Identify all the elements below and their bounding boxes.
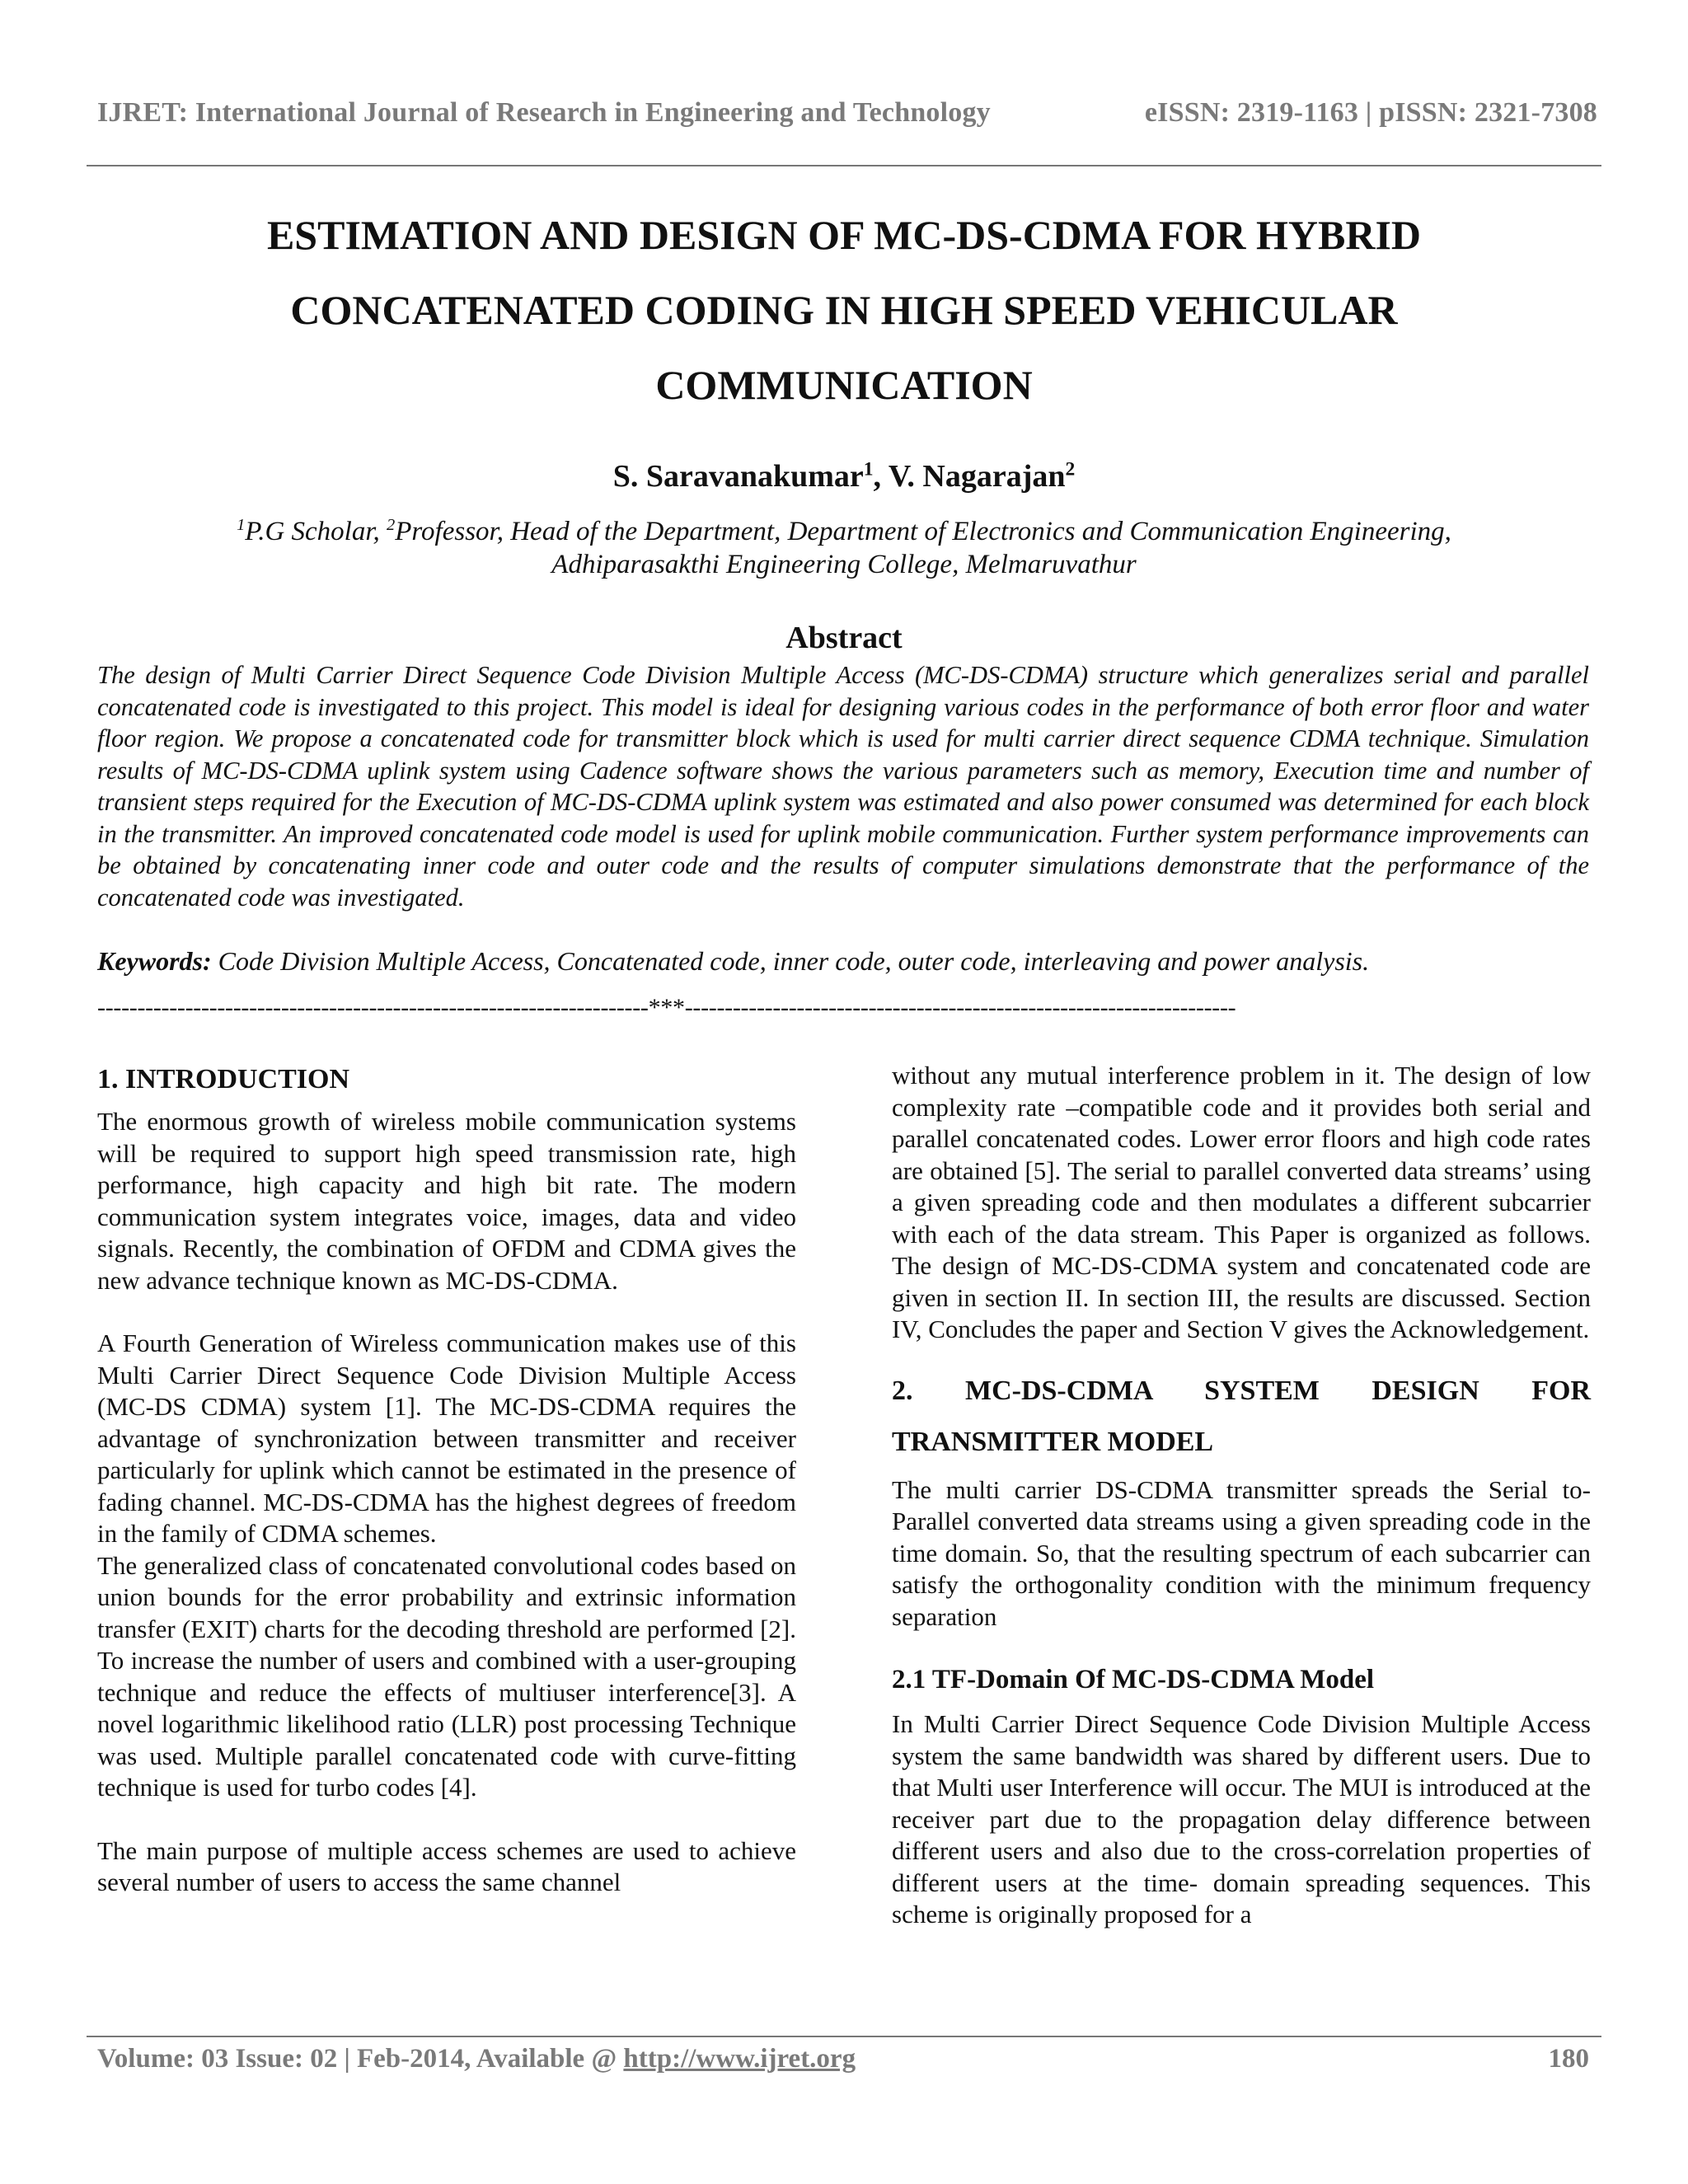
right-column — [892, 1060, 1591, 1931]
paper-title: ESTIMATION AND DESIGN OF MC-DS-CDMA FOR HYBRID CONCATENATED CODING IN HIGH SPEED VEHICULAR COMMUNICATION — [266, 212, 1422, 408]
left-column — [97, 1062, 796, 1899]
affiliation-roles — [132, 515, 1556, 548]
affil-mark-1: 1 — [237, 516, 246, 534]
footer-rule — [87, 2036, 1601, 2037]
affil-role-2: Professor, Head of the Department, Department of Electronics and Communication Engineering, — [395, 517, 1451, 546]
author-1: S. Saravanakumar — [612, 459, 864, 494]
section-separator: ---------------------------------------------------------------------***--------------------------------------------------------------------- — [97, 994, 1236, 1021]
footer-volume — [97, 2039, 856, 2079]
keywords-label: Keywords: — [97, 946, 212, 976]
keywords — [97, 944, 1589, 977]
section-2-1-heading: 2.1 TF-Domain Of MC-DS-CDMA Model — [892, 1665, 1375, 1694]
affil-mark-2: 2 — [387, 516, 396, 534]
section-2-heading-line-2: TRANSMITTER MODEL — [892, 1426, 1214, 1457]
section-2-1-paragraph: In Multi Carrier Direct Sequence Code Division Multiple Access system the same bandwidth was shared by different users. Due to that Multi user Interference will occur. The MUI is introduced at the receiver part due to the propagation delay difference between different users and also due to the cross-correlation properties of different users at the time- domain spreading sequences. This scheme is originally proposed for a — [892, 1709, 1591, 1929]
introduction-heading: 1. INTRODUCTION — [97, 1064, 350, 1094]
header-rule — [87, 165, 1601, 166]
journal-name: IJRET: International Journal of Research in Engineering and Technology — [97, 97, 991, 128]
affil-role-1: P.G Scholar, — [245, 517, 387, 546]
author-separator: , — [873, 459, 889, 494]
keywords-text: Code Division Multiple Access, Concatenated code, inner code, outer code, interleaving and power analysis. — [211, 946, 1370, 976]
page-footer — [97, 2039, 1589, 2079]
section-2-heading: 2. MC-DS-CDMA SYSTEM DESIGN FOR — [892, 1375, 1591, 1406]
abstract-heading: Abstract — [785, 621, 903, 655]
footer-volume-text: Volume: 03 Issue: 02 | Feb-2014, Available @ — [97, 2044, 624, 2074]
intro-paragraph-1: The enormous growth of wireless mobile communication systems will be required to support high speed transmission rate, high performance, high capacity and high bit rate. The modern communication system integrates voice, images, data and video signals. Recently, the combination of OFDM and CDMA gives the new advance technique known as MC-DS-CDMA. — [97, 1107, 796, 1295]
section-2-paragraph: The multi carrier DS-CDMA transmitter spreads the Serial to-Parallel converted data streams using a given spreading code in the time domain. So, that the resulting spectrum of each subcarrier can satisfy the orthogonality condition with the minimum frequency separation — [892, 1474, 1591, 1631]
abstract-text: The design of Multi Carrier Direct Sequence Code Division Multiple Access (MC-DS-CDMA) structure which generalizes serial and parallel concatenated code is investigated to this project. This model is ideal for designing various codes in the performance of both error floor and water floor region. We propose a concatenated code for transmitter block which is used for multi carrier direct sequence CDMA technique. Simulation results of MC-DS-CDMA uplink system using Cadence software shows the various parameters such as memory, Execution time and number of transient steps required for the Execution of MC-DS-CDMA uplink system was estimated and also power consumed was determined for each block in the transmitter. An improved concatenated code model is used for uplink mobile communication. Further system performance improvements can be obtained by concatenating inner code and outer code and the results of computer simulations demonstrate that the performance of the concatenated code was investigated. — [97, 661, 1589, 912]
intro-paragraph-3: The generalized class of concatenated convolutional codes based on union bounds for the error probability and extrinsic information transfer (EXIT) charts for the decoding threshold are performed [2]. To increase the number of users and combined with a user-grouping technique and reduce the effects of multiuser interference[3]. A novel logarithmic likelihood ratio (LLR) post processing Technique was used. Multiple parallel concatenated code with curve-fitting technique is used for turbo codes [4]. — [97, 1550, 796, 1802]
affiliation-college: Adhiparasakthi Engineering College, Melmaruvathur — [551, 550, 1137, 579]
author-2: V. Nagarajan — [888, 459, 1066, 494]
affiliation — [132, 515, 1556, 581]
page-number: 180 — [1548, 2044, 1589, 2074]
issn-numbers: eISSN: 2319-1163 | pISSN: 2321-7308 — [1144, 97, 1597, 128]
author-1-mark: 1 — [863, 458, 874, 480]
intro-paragraph-2: A Fourth Generation of Wireless communication makes use of this Multi Carrier Direct Sequence Code Division Multiple Access (MC-DS CDMA) system [1]. The MC-DS-CDMA requires the advantage of synchronization between transmitter and receiver particularly for uplink which cannot be estimated in the presence of fading channel. MC-DS-CDMA has the highest degrees of freedom in the family of CDMA schemes. — [97, 1329, 796, 1548]
intro-continuation: without any mutual interference problem in it. The design of low complexity rate –compatible code and it provides both serial and parallel concatenated codes. Lower error floors and high code rates are obtained [5]. The serial to parallel converted data streams’ using a given spreading code and then modulates a different subcarrier with each of the data stream. This Paper is organized as follows. The design of MC-DS-CDMA system and concatenated code are given in section II. In section III, the results are discussed. Section IV, Concludes the paper and Section V gives the Acknowledgement. — [892, 1061, 1591, 1343]
running-header — [97, 97, 1597, 129]
author-2-mark: 2 — [1065, 458, 1076, 480]
intro-paragraph-4: The main purpose of multiple access schemes are used to achieve several number of users to access the same channel — [97, 1835, 796, 1896]
author-line — [0, 458, 1688, 494]
journal-url-link[interactable]: http://www.ijret.org — [623, 2044, 856, 2074]
